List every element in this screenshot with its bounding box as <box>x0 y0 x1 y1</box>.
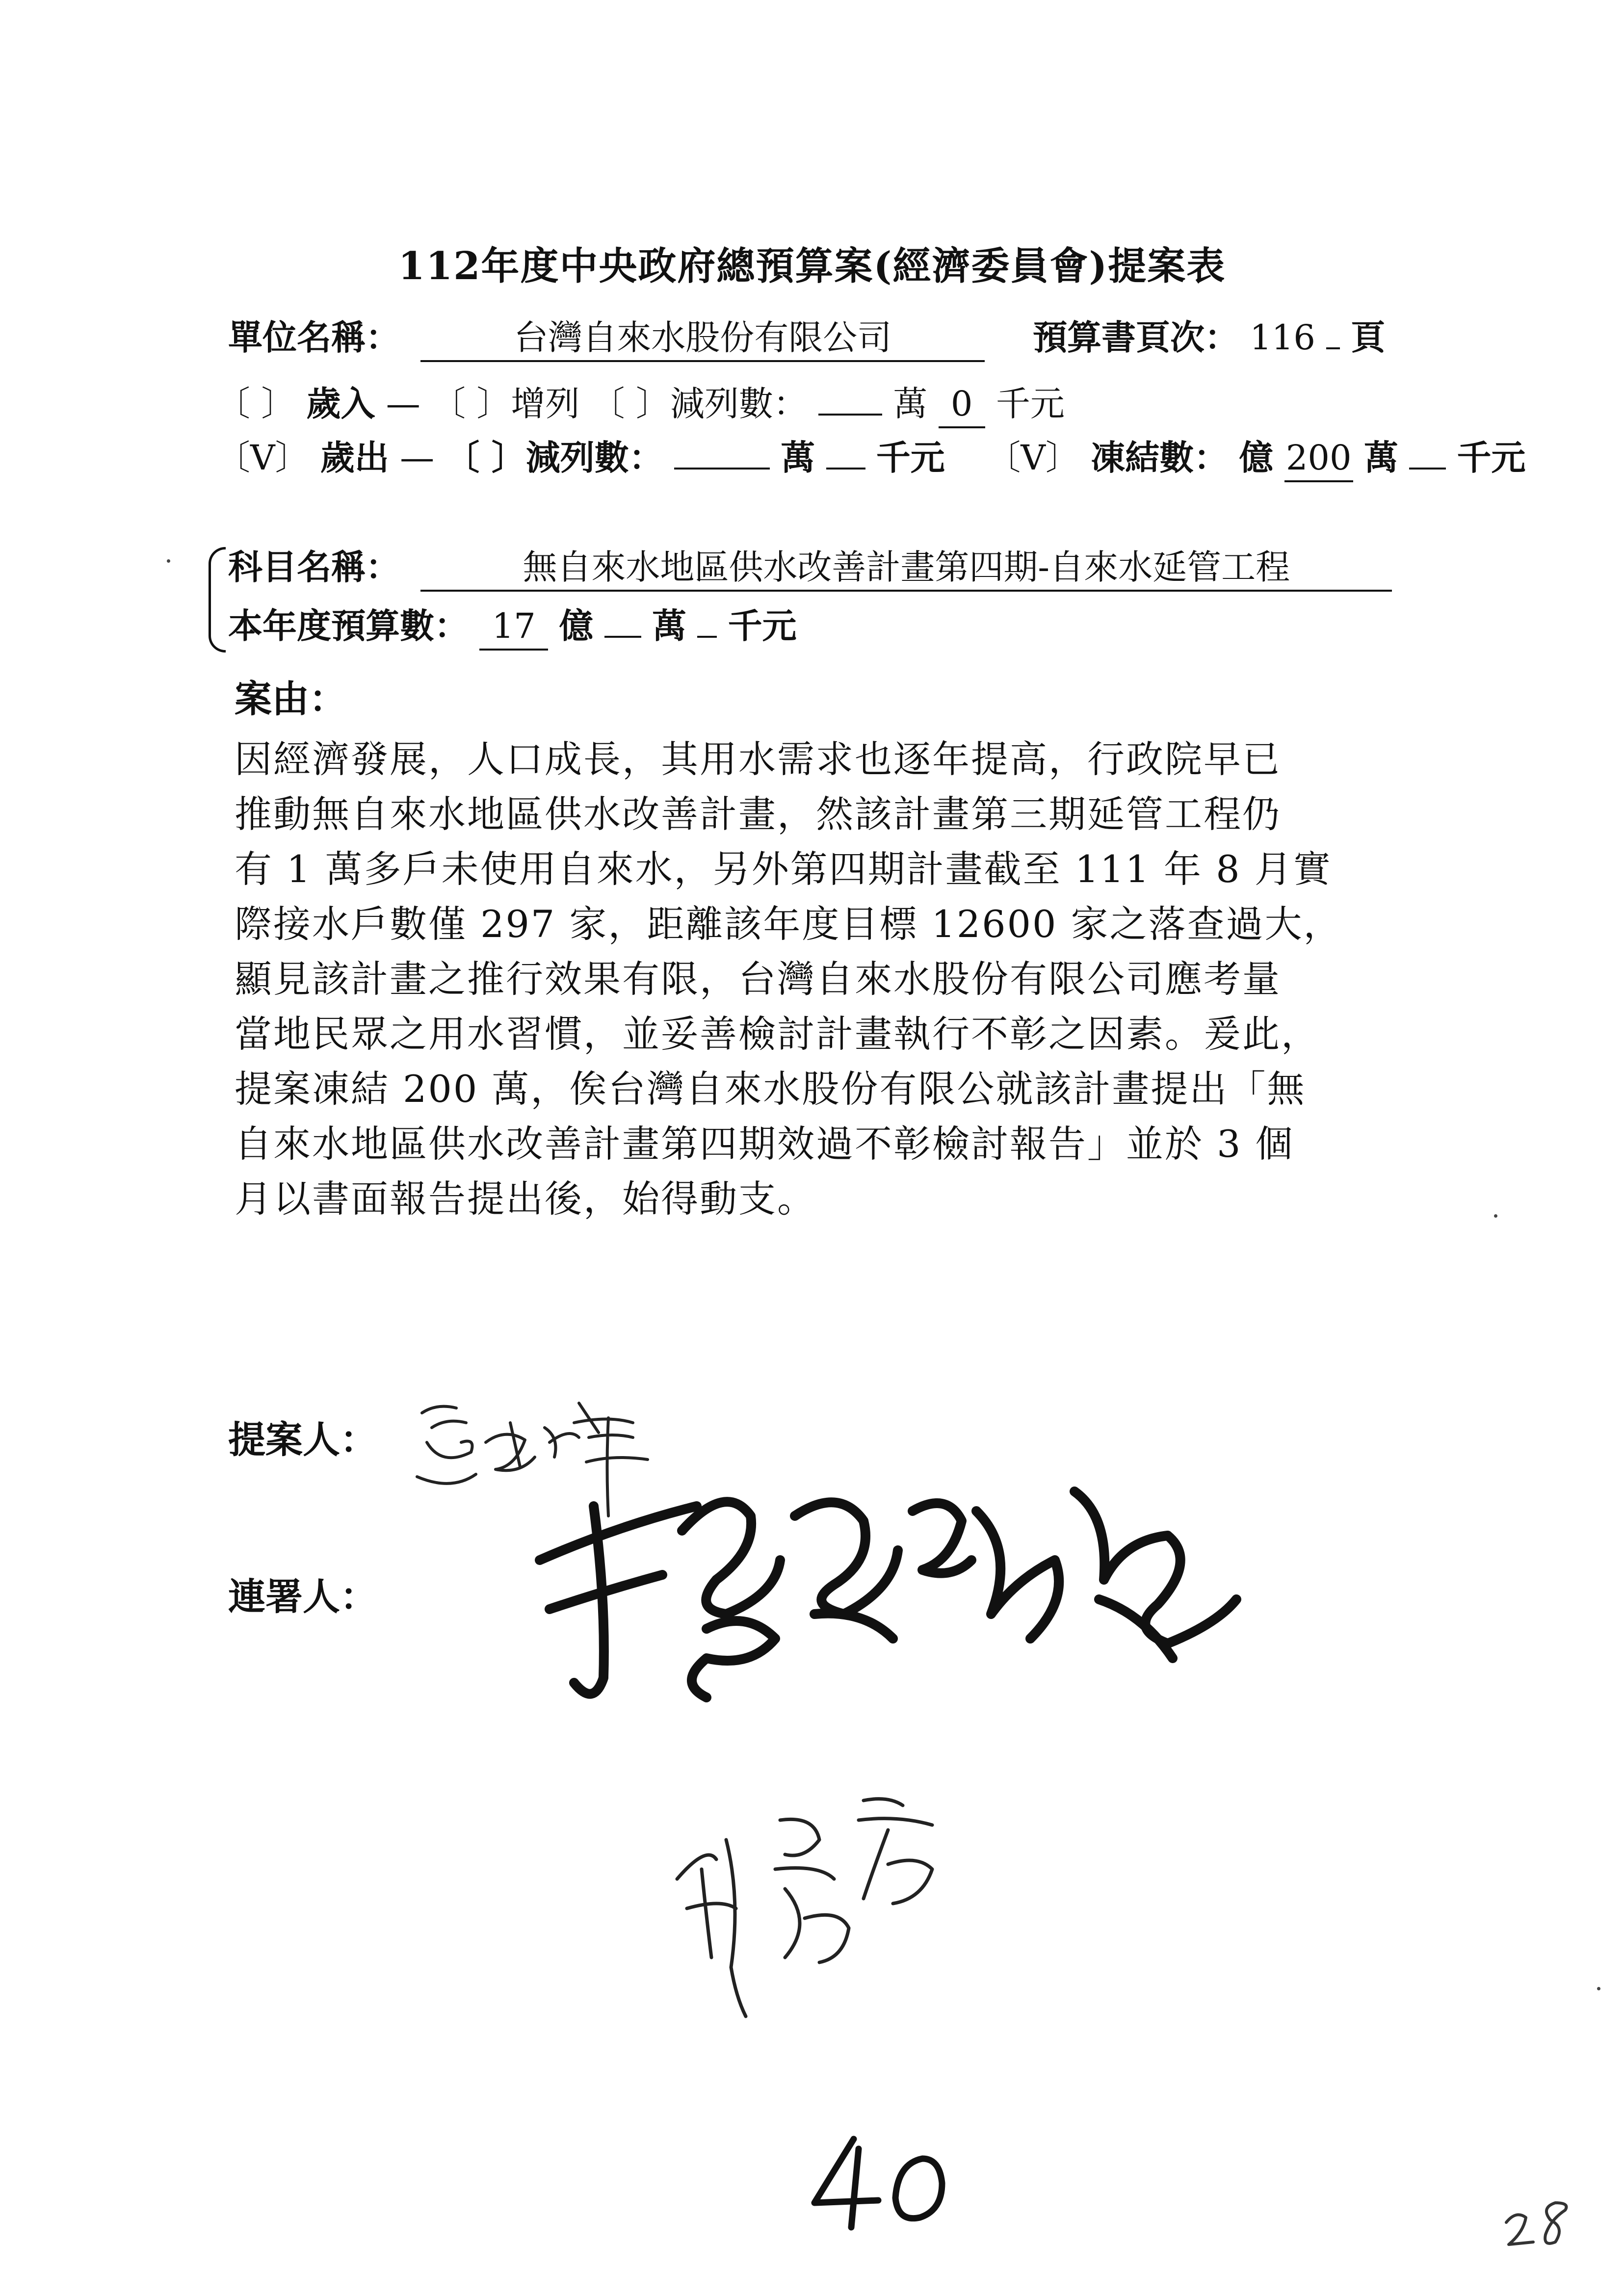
proposer-label: 提案人： <box>228 1418 377 1461</box>
expenditure-line <box>216 434 1525 482</box>
subject-value: 無自來水地區供水改善計畫第四期-自來水延管工程 <box>420 545 1392 592</box>
budget-page-label: 預算書頁次： <box>1033 317 1239 358</box>
freeze-qian: 千元 <box>1457 437 1526 478</box>
revenue-wan-blank <box>818 414 882 416</box>
reason-label: 案由： <box>235 677 346 721</box>
handwritten-corner-number <box>1496 2188 1595 2257</box>
freeze-yi: 億 <box>1239 437 1274 478</box>
expenditure-wan: 萬 <box>781 437 815 478</box>
subject-bracket <box>209 547 226 652</box>
freeze-checkbox: 〔V〕 <box>986 438 1080 478</box>
revenue-increase: 〔 〕增列 <box>431 384 580 424</box>
subject-row <box>228 544 1392 592</box>
expenditure-label: 歲出 <box>320 437 389 478</box>
cosigner-signature-2 <box>657 1771 962 2026</box>
budget-page-row <box>1033 314 1385 361</box>
freeze-wan-value: 200 <box>1284 435 1353 482</box>
revenue-label: 歲入 <box>306 383 375 424</box>
expenditure-wan-blank <box>674 468 770 470</box>
revenue-checkbox: 〔 〕 <box>216 384 296 424</box>
scan-speck <box>167 559 170 563</box>
revenue-dash: — <box>386 384 420 424</box>
revenue-decrease: 〔 〕減列數： <box>590 384 808 424</box>
budget-page-value: 116 <box>1250 317 1315 358</box>
annual-budget-row <box>228 602 797 651</box>
freeze-wan: 萬 <box>1363 437 1398 478</box>
unit-row <box>228 314 985 362</box>
revenue-line <box>216 380 1065 428</box>
revenue-qian: 千元 <box>995 384 1065 424</box>
annual-budget-label: 本年度預算數： <box>228 605 469 646</box>
unit-label: 單位名稱： <box>228 317 400 358</box>
scan-speck <box>1597 1987 1600 1990</box>
cosigner-label: 連署人： <box>228 1575 377 1618</box>
budget-page-underline <box>1326 347 1340 349</box>
document-title: 112年度中央政府總預算案(經濟委員會)提案表 <box>398 244 1226 288</box>
annual-budget-qian: 千元 <box>728 605 797 646</box>
annual-budget-yi-value: 17 <box>479 603 548 651</box>
subject-label: 科目名稱： <box>228 547 400 587</box>
annual-budget-qian-blank <box>697 636 717 638</box>
expenditure-dash: — <box>400 438 435 478</box>
annual-budget-wan-blank <box>604 636 641 638</box>
handwritten-page-number <box>795 2129 971 2237</box>
unit-value: 台灣自來水股份有限公司 <box>420 315 985 362</box>
annual-budget-yi: 億 <box>559 605 594 646</box>
cosigner-signature-1 <box>520 1452 1266 1727</box>
expenditure-qian-blank <box>826 468 865 470</box>
reason-text: 因經濟發展，人口成長，其用水需求也逐年提高，行政院早已 推動無自來水地區供水改善計畫，然該計畫第三期延管工程仍 有 1 萬多戶未使用自來水，另外第四期計畫截至 111 年 8 月實 際接水戶數僅 297 家，距離該年度目標 12600 家之落查過大， 顯見該計畫之推行效果有限，台灣自來水股份有限公司應考量 當地民眾之用水習慣，並妥善檢討計畫執行不彰之因素。爰此， 提案凍結 200 萬，俟台灣自來水股份有限公就該計畫提出「無 自來水地區供水改善計畫第四期效過不彰檢討報告」並於 3 個 月以書面報告提出後，始得動支。 <box>235 737 1342 1221</box>
annual-budget-wan: 萬 <box>652 605 687 646</box>
budget-page-suffix: 頁 <box>1351 317 1386 358</box>
freeze-label: 凍結數： <box>1091 437 1229 478</box>
expenditure-qian: 千元 <box>876 437 945 478</box>
expenditure-checkbox: 〔V〕 <box>216 438 310 478</box>
revenue-wan: 萬 <box>893 384 928 424</box>
freeze-qian-blank <box>1409 468 1446 470</box>
revenue-thousand-value: 0 <box>939 381 985 428</box>
scan-speck <box>1494 1214 1497 1218</box>
expenditure-decrease: 〔 〕減列數： <box>445 437 663 478</box>
